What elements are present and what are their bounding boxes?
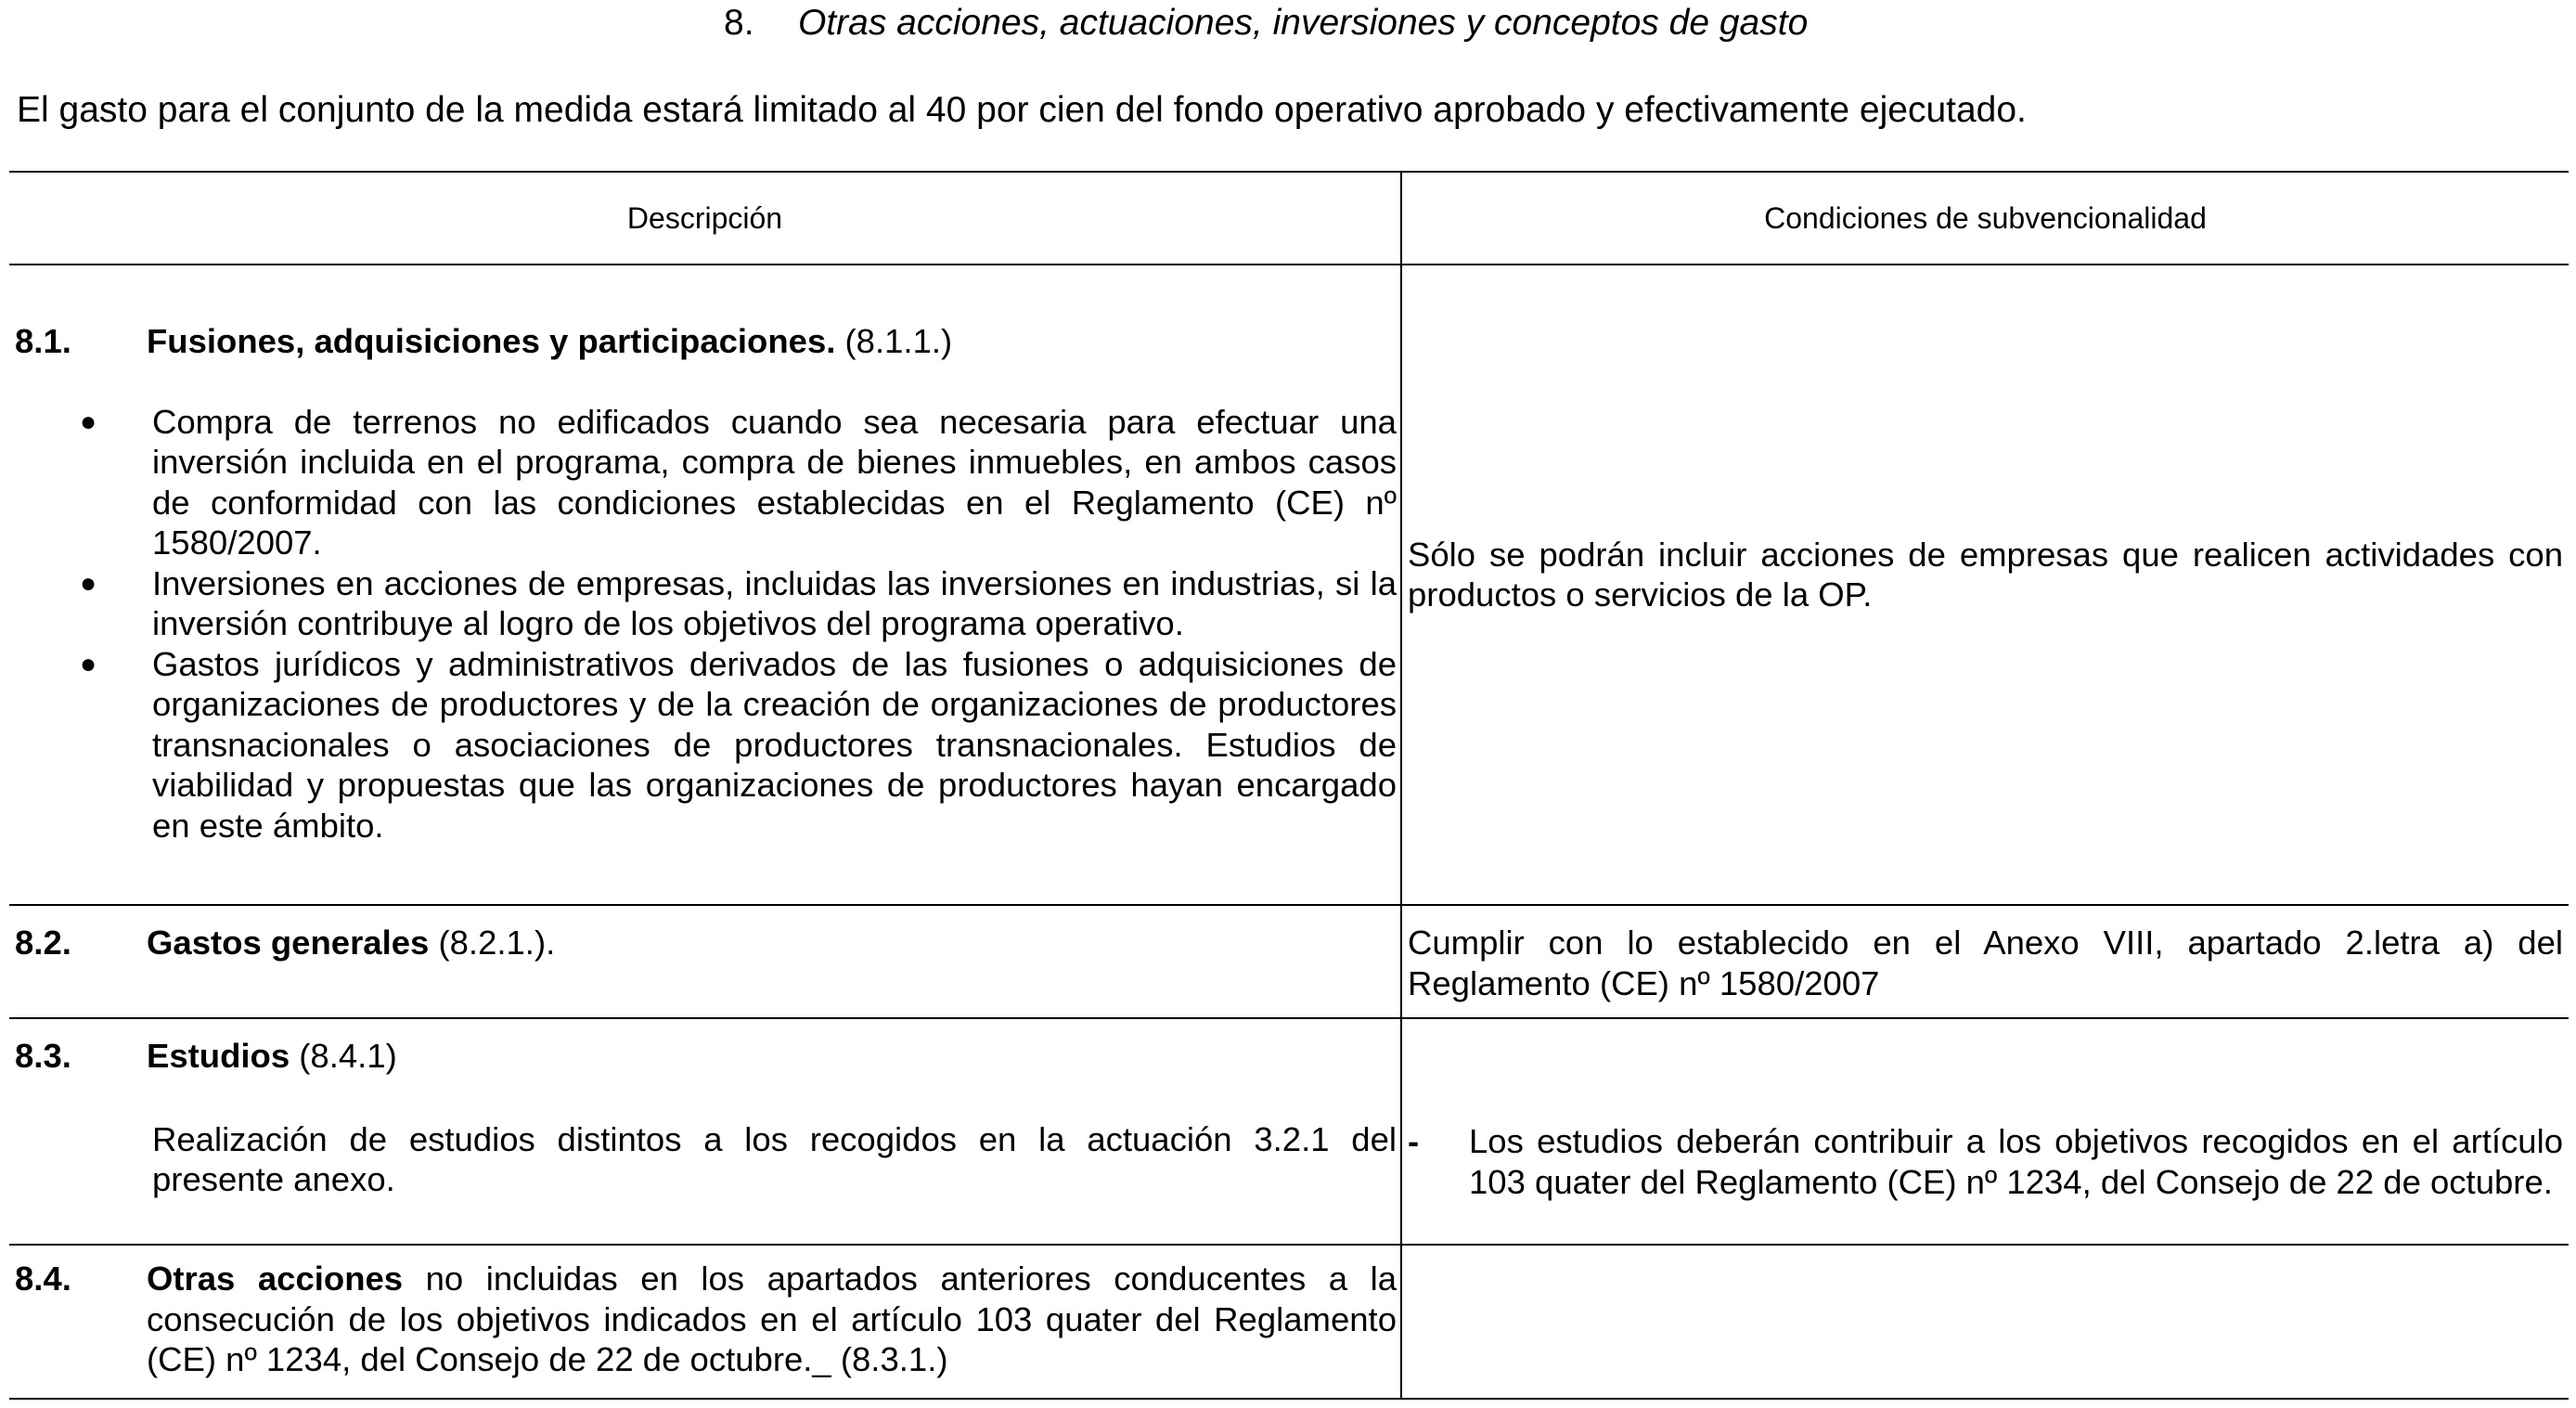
condition-text: Los estudios deberán contribuir a los objetivos recogidos en el artículo 103 quater del Reglamento (CE) nº 1234, del Consejo de 22 de octubre. [1469,1122,2563,1201]
table-row [9,1245,2569,1399]
list-item [80,563,1397,644]
section-title: Otras acciones, actuaciones, inversiones y conceptos de gasto [798,3,1809,43]
row-number: 8.4. [15,1259,71,1298]
row-title-ref: (8.4.1) [290,1037,397,1075]
row-title-rest: no incluidas en los apartados anteriores conducentes a la consecución de los objetivos indicados en el artículo 103 quater del Reglamento (CE) nº 1234, del Consejo de 22 de octubre._ (8.3.1.) [147,1259,1397,1378]
condition-cell [1401,1245,2569,1399]
bullet-dot-icon: ● [80,567,97,599]
row-title-ref: (8.1.1.) [835,322,953,360]
condition-dash-item [1402,1121,2569,1202]
expense-table [9,171,2569,1400]
condition-text: Sólo se podrán incluir acciones de empresas que realicen actividades con productos o servicios de la OP. [1408,535,2563,614]
row-title-bold: Otras acciones [147,1259,404,1298]
row-heading [9,1259,1400,1380]
description-cell [9,1018,1401,1245]
condition-cell [1401,1018,2569,1245]
row-title-bold: Estudios [147,1037,290,1075]
row-title [147,1036,397,1077]
table-header-row [9,172,2569,265]
condition-cell [1401,905,2569,1018]
row-number: 8.1. [15,322,71,360]
bullet-dot-icon: ● [80,406,97,437]
list-item-text: Compra de terrenos no edificados cuando sea necesaria para efectuar una inversión incluida en el programa, compra de bienes inmuebles, en ambos casos de conformidad con las condiciones establecidas en el Reglamento (CE) nº 1580/2007. [152,402,1397,562]
row-title-ref: (8.2.1.). [429,924,556,962]
row-number: 8.2. [15,924,71,962]
list-item-text: Gastos jurídicos y administrativos derivados de las fusiones o adquisiciones de organizaciones de productores y de la creación de organizaciones de productores transnacionales o asociaciones de productores transnacionales. Estudios de viabilidad y propuestas que las organizaciones de productores hayan encargado en este ámbito. [152,644,1397,845]
bullet-list [9,402,1400,846]
row-title [147,1259,1400,1380]
row-description-text: Realización de estudios distintos a los recogidos en la actuación 3.2.1 del presente anexo. [152,1119,1397,1198]
row-heading [9,923,1400,963]
condition-text: Cumplir con lo establecido en el Anexo VIII, apartado 2.letra a) del Reglamento (CE) nº 1580/2007 [1408,924,2563,1002]
row-heading [9,321,1400,362]
description-cell [9,905,1401,1018]
condition-cell [1401,265,2569,905]
row-heading [9,1036,1400,1077]
table-row [9,265,2569,905]
list-item-text: Inversiones en acciones de empresas, incluidas las inversiones en industrias, si la inversión contribuye al logro de los objetivos del programa operativo. [152,563,1397,642]
list-item [80,644,1397,846]
intro-paragraph: El gasto para el conjunto de la medida estará limitado al 40 por cien del fondo operativo aprobado y efectivamente ejecutado. [17,90,2027,130]
column-header-description: Descripción [9,172,1401,265]
bullet-dot-icon: ● [80,648,97,679]
section-heading [724,2,1808,45]
table-row [9,905,2569,1018]
dash-marker: - [1408,1122,1420,1160]
description-cell [9,1245,1401,1399]
row-number: 8.3. [15,1037,71,1075]
row-title [147,321,952,362]
description-cell [9,265,1401,905]
table-row [9,1018,2569,1245]
list-item [80,402,1397,563]
row-title [147,923,555,963]
column-header-conditions: Condiciones de subvencionalidad [1401,172,2569,265]
row-title-bold: Gastos generales [147,924,430,962]
row-title-bold: Fusiones, adquisiciones y participaciones. [147,322,836,360]
section-number: 8. [724,3,754,43]
